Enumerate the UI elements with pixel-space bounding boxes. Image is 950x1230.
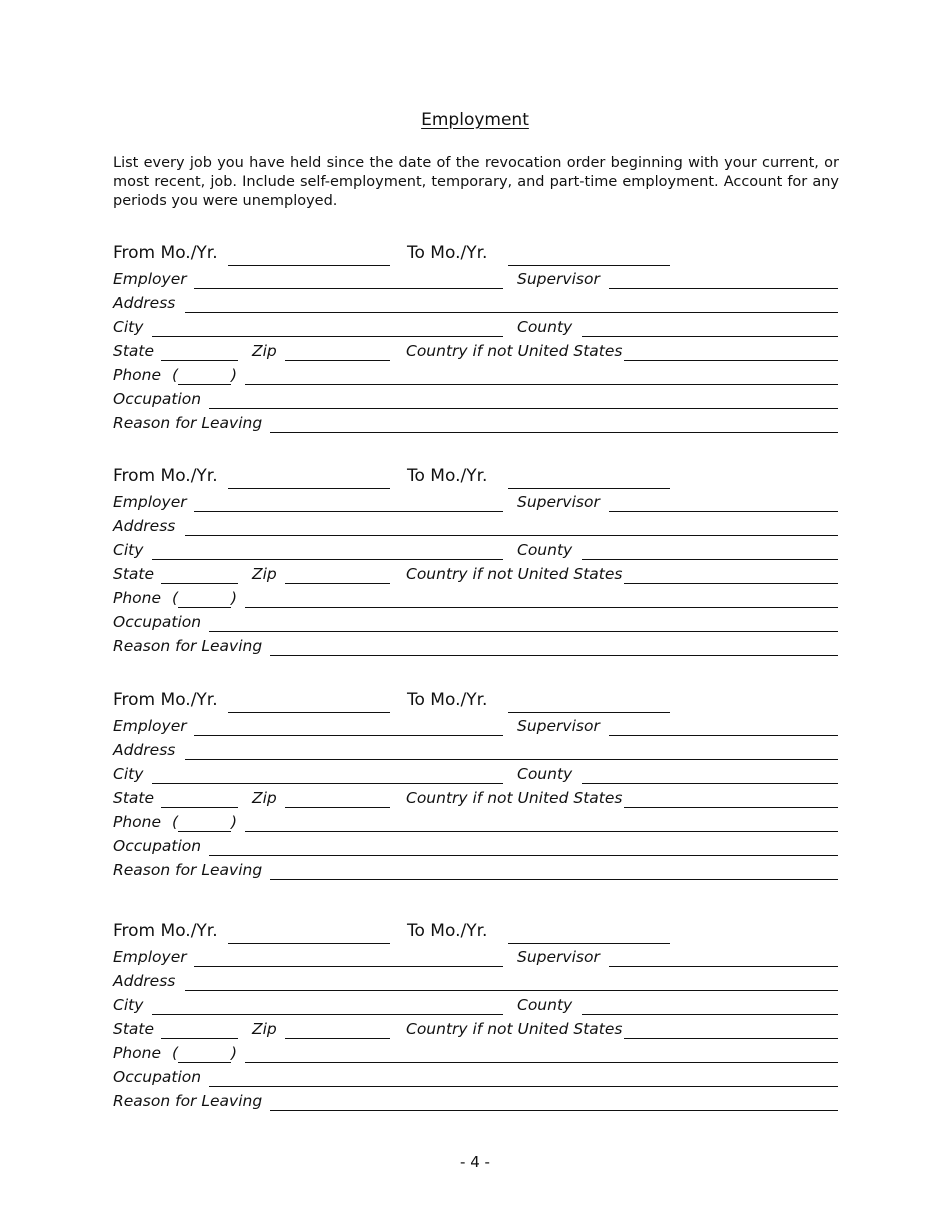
instructions-paragraph: List every job you have held since the date of the revocation order beginning with your current, or most recent, job. Include self-employment, temporary, and part-time employment. Account for any periods you were unemployed. (113, 155, 839, 209)
phone-area-field[interactable] (178, 607, 231, 608)
address-label: Address (113, 294, 176, 312)
country-field[interactable] (624, 1038, 838, 1039)
to-field[interactable] (508, 265, 670, 266)
address-field[interactable] (185, 535, 838, 536)
city-label: City (113, 318, 144, 336)
from-label: From Mo./Yr. (113, 243, 218, 263)
phone-close-paren: ) (231, 1044, 238, 1062)
from-label: From Mo./Yr. (113, 466, 218, 486)
supervisor-label: Supervisor (517, 717, 600, 735)
to-label: To Mo./Yr. (407, 690, 488, 710)
page-title: Employment (421, 110, 529, 130)
phone-label: Phone (113, 813, 162, 831)
country-label: Country if not United States (406, 789, 623, 807)
state-label: State (113, 789, 155, 807)
from-field[interactable] (228, 488, 390, 489)
country-field[interactable] (624, 583, 838, 584)
from-field[interactable] (228, 712, 390, 713)
reason-label: Reason for Leaving (113, 414, 263, 432)
reason-label: Reason for Leaving (113, 861, 263, 879)
country-field[interactable] (624, 807, 838, 808)
county-field[interactable] (582, 336, 838, 337)
state-field[interactable] (161, 360, 238, 361)
from-field[interactable] (228, 265, 390, 266)
zip-field[interactable] (285, 360, 390, 361)
state-label: State (113, 1020, 155, 1038)
address-field[interactable] (185, 990, 838, 991)
country-label: Country if not United States (406, 1020, 623, 1038)
from-label: From Mo./Yr. (113, 921, 218, 941)
country-field[interactable] (624, 360, 838, 361)
phone-close-paren: ) (231, 813, 238, 831)
reason-field[interactable] (270, 655, 838, 656)
employer-label: Employer (113, 270, 187, 288)
phone-label: Phone (113, 366, 162, 384)
zip-field[interactable] (285, 1038, 390, 1039)
occupation-field[interactable] (209, 631, 838, 632)
zip-label: Zip (252, 789, 277, 807)
city-field[interactable] (152, 783, 503, 784)
county-label: County (517, 541, 573, 559)
to-label: To Mo./Yr. (407, 243, 488, 263)
city-field[interactable] (152, 1014, 503, 1015)
employer-label: Employer (113, 948, 187, 966)
county-label: County (517, 318, 573, 336)
phone-field[interactable] (245, 607, 838, 608)
phone-label: Phone (113, 1044, 162, 1062)
state-label: State (113, 565, 155, 583)
employment-entry (0, 243, 950, 443)
zip-field[interactable] (285, 583, 390, 584)
phone-close-paren: ) (231, 366, 238, 384)
phone-area-field[interactable] (178, 831, 231, 832)
zip-field[interactable] (285, 807, 390, 808)
phone-field[interactable] (245, 1062, 838, 1063)
supervisor-field[interactable] (609, 288, 838, 289)
city-field[interactable] (152, 559, 503, 560)
occupation-label: Occupation (113, 613, 202, 631)
phone-open-paren: ( (172, 366, 179, 384)
supervisor-label: Supervisor (517, 493, 600, 511)
address-field[interactable] (185, 759, 838, 760)
city-field[interactable] (152, 336, 503, 337)
employer-field[interactable] (194, 288, 503, 289)
reason-label: Reason for Leaving (113, 1092, 263, 1110)
occupation-field[interactable] (209, 1086, 838, 1087)
supervisor-field[interactable] (609, 511, 838, 512)
phone-field[interactable] (245, 384, 838, 385)
phone-area-field[interactable] (178, 1062, 231, 1063)
state-field[interactable] (161, 807, 238, 808)
phone-area-field[interactable] (178, 384, 231, 385)
county-label: County (517, 996, 573, 1014)
employer-field[interactable] (194, 735, 503, 736)
page-number: - 4 - (460, 1153, 490, 1171)
occupation-label: Occupation (113, 390, 202, 408)
zip-label: Zip (252, 1020, 277, 1038)
zip-label: Zip (252, 342, 277, 360)
state-field[interactable] (161, 583, 238, 584)
phone-open-paren: ( (172, 589, 179, 607)
country-label: Country if not United States (406, 342, 623, 360)
phone-close-paren: ) (231, 589, 238, 607)
occupation-label: Occupation (113, 837, 202, 855)
reason-field[interactable] (270, 879, 838, 880)
supervisor-field[interactable] (609, 966, 838, 967)
zip-label: Zip (252, 565, 277, 583)
occupation-field[interactable] (209, 408, 838, 409)
supervisor-label: Supervisor (517, 948, 600, 966)
county-field[interactable] (582, 1014, 838, 1015)
country-label: Country if not United States (406, 565, 623, 583)
city-label: City (113, 541, 144, 559)
employment-entry (0, 921, 950, 1121)
address-field[interactable] (185, 312, 838, 313)
city-label: City (113, 996, 144, 1014)
county-label: County (517, 765, 573, 783)
employment-entry (0, 690, 950, 890)
employer-field[interactable] (194, 511, 503, 512)
state-field[interactable] (161, 1038, 238, 1039)
address-label: Address (113, 517, 176, 535)
reason-label: Reason for Leaving (113, 637, 263, 655)
phone-open-paren: ( (172, 813, 179, 831)
to-field[interactable] (508, 712, 670, 713)
to-field[interactable] (508, 943, 670, 944)
phone-open-paren: ( (172, 1044, 179, 1062)
employer-label: Employer (113, 717, 187, 735)
county-field[interactable] (582, 783, 838, 784)
from-label: From Mo./Yr. (113, 690, 218, 710)
to-label: To Mo./Yr. (407, 921, 488, 941)
reason-field[interactable] (270, 1110, 838, 1111)
county-field[interactable] (582, 559, 838, 560)
state-label: State (113, 342, 155, 360)
phone-field[interactable] (245, 831, 838, 832)
supervisor-label: Supervisor (517, 270, 600, 288)
employer-label: Employer (113, 493, 187, 511)
phone-label: Phone (113, 589, 162, 607)
occupation-label: Occupation (113, 1068, 202, 1086)
to-field[interactable] (508, 488, 670, 489)
from-field[interactable] (228, 943, 390, 944)
to-label: To Mo./Yr. (407, 466, 488, 486)
reason-field[interactable] (270, 432, 838, 433)
employment-entry (0, 466, 950, 666)
occupation-field[interactable] (209, 855, 838, 856)
address-label: Address (113, 741, 176, 759)
supervisor-field[interactable] (609, 735, 838, 736)
city-label: City (113, 765, 144, 783)
address-label: Address (113, 972, 176, 990)
employer-field[interactable] (194, 966, 503, 967)
